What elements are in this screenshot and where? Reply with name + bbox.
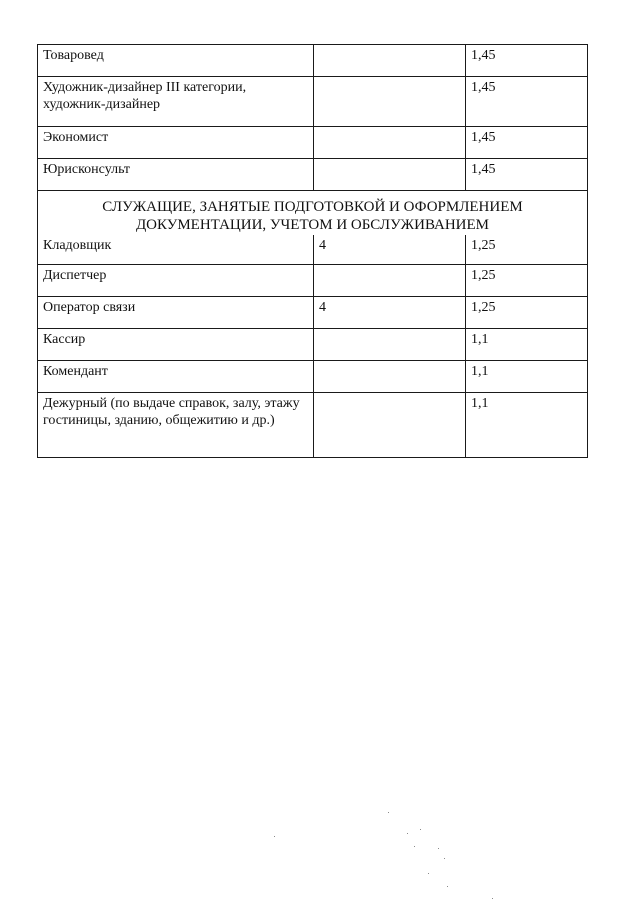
table-row: [38, 235, 588, 265]
scan-speck: [420, 829, 421, 830]
section-title: СЛУЖАЩИЕ, ЗАНЯТЫЕ ПОДГОТОВКОЙ И ОФОРМЛЕНИЕМ ДОКУМЕНТАЦИИ, УЧЕТОМ И ОБСЛУЖИВАНИЕМ: [38, 191, 588, 236]
table-row: [38, 297, 588, 329]
table-row: [38, 329, 588, 361]
scan-speck: [492, 898, 493, 899]
table-row: [38, 45, 588, 77]
position-name: Диспетчер: [38, 265, 314, 297]
position-name: Дежурный (по выдаче справок, залу, этажу гостиницы, зданию, общежитию и др.): [38, 393, 314, 458]
coefficient-cell: 1,1: [466, 393, 588, 458]
coefficient-cell: 1,25: [466, 235, 588, 265]
qualification-cell: [314, 45, 466, 77]
position-name: Оператор связи: [38, 297, 314, 329]
qualification-cell: [314, 77, 466, 127]
table-row: [38, 127, 588, 159]
coefficient-cell: 1,45: [466, 127, 588, 159]
scan-speck: [407, 833, 408, 834]
scan-speck: [444, 858, 445, 859]
section-header-row: [38, 191, 588, 236]
scan-speck: [388, 812, 389, 813]
qualification-cell: [314, 361, 466, 393]
coefficient-cell: 1,45: [466, 77, 588, 127]
qualification-cell: [314, 329, 466, 361]
position-name: Комендант: [38, 361, 314, 393]
coefficient-cell: 1,45: [466, 159, 588, 191]
qualification-cell: [314, 393, 466, 458]
positions-table: [37, 44, 588, 458]
qualification-cell: [314, 265, 466, 297]
qualification-cell: 4: [314, 235, 466, 265]
scan-speck: [438, 848, 439, 849]
table-row: [38, 77, 588, 127]
coefficient-cell: 1,1: [466, 329, 588, 361]
table-row: [38, 393, 588, 458]
coefficient-cell: 1,45: [466, 45, 588, 77]
table-row: [38, 361, 588, 393]
table-row: [38, 159, 588, 191]
position-name: Художник-дизайнер III категории, художник-дизайнер: [38, 77, 314, 127]
scan-speck: [447, 886, 448, 887]
coefficient-cell: 1,1: [466, 361, 588, 393]
qualification-cell: 4: [314, 297, 466, 329]
table-row: [38, 265, 588, 297]
position-name: Экономист: [38, 127, 314, 159]
position-name: Товаровед: [38, 45, 314, 77]
coefficient-cell: 1,25: [466, 297, 588, 329]
position-name: Кассир: [38, 329, 314, 361]
qualification-cell: [314, 159, 466, 191]
qualification-cell: [314, 127, 466, 159]
position-name: Юрисконсульт: [38, 159, 314, 191]
scan-speck: [414, 846, 415, 847]
scan-speck: [428, 873, 429, 874]
coefficient-cell: 1,25: [466, 265, 588, 297]
scan-speck: [274, 836, 275, 837]
position-name: Кладовщик: [38, 235, 314, 265]
